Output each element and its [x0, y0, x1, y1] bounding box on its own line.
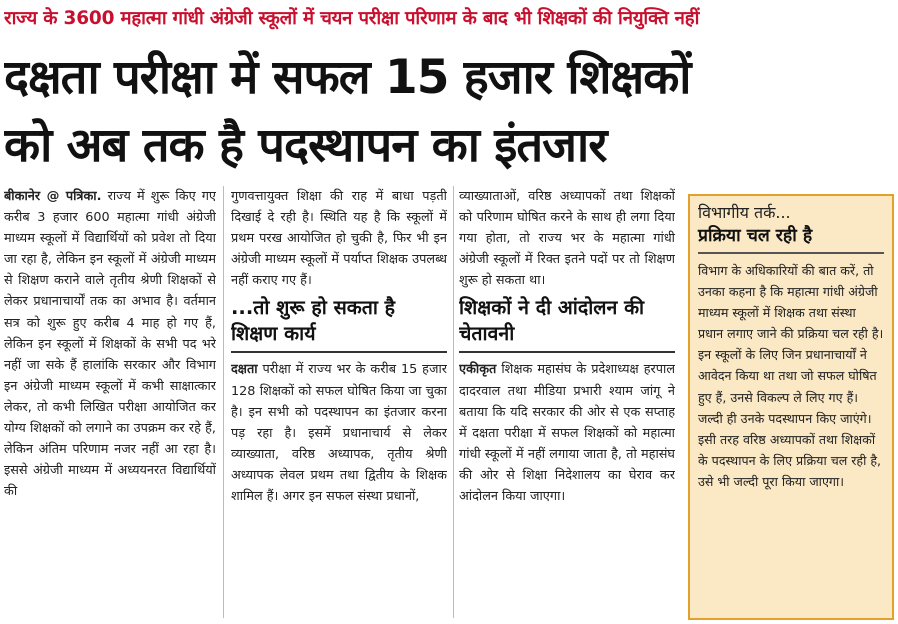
- column-3-body-top: व्याख्याताओं, वरिष्ठ अध्यापकों तथा शिक्षकों को परिणाम घोषित करने के साथ ही लगा दिया गया होता, तो राज्य भर के महात्मा गांधी अंग्रेजी स्कूलों में रिक्त इतने पदों पर तो शिक्षण शुरू हो सकता था।: [459, 189, 675, 289]
- sidebox-kicker: विभागीय तर्क...: [698, 203, 791, 222]
- subhead-teaching-work: ...तो शुरू हो सकता है शिक्षण कार्य: [231, 296, 396, 346]
- headline-line-1: दक्षता परीक्षा में सफल 15 हजार शिक्षकों: [4, 50, 691, 105]
- subhead-rule: [231, 351, 447, 353]
- column-3-paragraph: [459, 359, 675, 507]
- kicker-line: राज्य के 3600 महात्मा गांधी अंग्रेजी स्कूलों में चयन परीक्षा परिणाम के बाद भी शिक्षकों की नियुक्ति नहीं: [4, 8, 700, 29]
- column-1-paragraph: [4, 186, 216, 502]
- column-separator-2: [453, 186, 454, 618]
- column-separator-1: [223, 186, 224, 618]
- article-column-3: [459, 186, 675, 618]
- column-3-lead-word: एकीकृत: [459, 362, 497, 378]
- subhead-agitation-warning: शिक्षकों ने दी आंदोलन की चेतावनी: [459, 296, 645, 346]
- dateline: बीकानेर @ पत्रिका.: [4, 189, 102, 204]
- column-3-body-bottom: शिक्षक महासंघ के प्रदेशाध्यक्ष हरपाल दादरवाल तथा मीडिया प्रभारी श्याम जांगू ने बताया कि यदि सरकार की ओर से एक सप्ताह में दक्षता परीक्षा में सफल शिक्षकों को महात्मा गांधी स्कूलों में नहीं लगाया जाता है, तो महासंघ की ओर से शिक्षा निदेशालय का घेराव कर आंदोलन किया जाएगा।: [459, 362, 675, 505]
- headline: [4, 44, 896, 180]
- article-column-1: [4, 186, 216, 618]
- column-2-lead-word: दक्षता: [231, 362, 258, 378]
- article-column-2: [231, 186, 447, 618]
- sidebox-body: विभाग के अधिकारियों की बात करें, तो उनका कहना है कि महात्मा गांधी अंग्रेजी माध्यम स्कूलों में शिक्षक तथा संस्था प्रधान लगाए जाने की प्रक्रिया चल रही है। इन स्कूलों के लिए जिन प्रधानाचार्यों ने आवेदन किया था तथा जो सफल घोषित हुए हैं, उनसे विकल्प ले लिए गए हैं। जल्दी ही उनके पदस्थापन किए जाएंगे। इसी तरह वरिष्ठ अध्यापकों तथा शिक्षकों के पदस्थापन के लिए प्रक्रिया चल रही है, उसे भी जल्दी पूरा किया जाएगा।: [698, 263, 884, 489]
- headline-line-2: को अब तक है पदस्थापन का इंतजार: [4, 118, 607, 173]
- column-2-paragraph: [231, 359, 447, 507]
- column-1-body: राज्य में शुरू किए गए करीब 3 हजार 600 महात्मा गांधी अंग्रेजी माध्यम स्कूलों में विद्यार्थियों को प्रवेश तो दिया जा रहा है, लेकिन इन स्कूलों में अंग्रेजी माध्यम से शिक्षण कराने वाले तृतीय श्रेणी शिक्षकों से लेकर प्रधानाचार्यों तक का अभाव है। वर्तमान सत्र को शुरू हुए करीब 4 माह हो गए हैं, लेकिन इन स्कूलों में शिक्षकों के सभी पद भरे नहीं जा सके हैं हालांकि सरकार और विभाग इन अंग्रेजी माध्यम स्कूलों में कभी साक्षात्कार लेकर, तो कभी लिखित परीक्षा आयोजित कर योग्य शिक्षकों को लगाने का उपक्रम कर रहे हैं, लेकिन अंतिम परिणाम नजर नहीं आ रहा है। इससे अंग्रेजी माध्यम में अध्ययनरत विद्यार्थियों की: [4, 189, 216, 500]
- department-sidebox: [688, 194, 894, 620]
- subhead-rule: [459, 351, 675, 353]
- column-2-body-bottom: परीक्षा में राज्य भर के करीब 15 हजार 128 शिक्षकों को सफल घोषित किया जा चुका है। इन सभी को पदस्थापन का इंतजार करना पड़ रहा है। इसमें प्रधानाचार्य से लेकर व्याख्याता, वरिष्ठ अध्यापक, तृतीय श्रेणी अध्यापक लेवल प्रथम तथा द्वितीय के शिक्षक शामिल हैं। अगर इन सफल संस्था प्रधानों,: [231, 362, 447, 505]
- sidebox-rule: [698, 252, 884, 254]
- column-2-body-top: गुणवत्तायुक्त शिक्षा की राह में बाधा पड़ती दिखाई दे रही है। स्थिति यह है कि स्कूलों में प्रथम परख आयोजित हो चुकी है, फिर भी इन अंग्रेजी माध्यम स्कूलों में पर्याप्त शिक्षक उपलब्ध नहीं कराए गए हैं।: [231, 189, 447, 289]
- sidebox-title: प्रक्रिया चल रही है: [698, 226, 813, 246]
